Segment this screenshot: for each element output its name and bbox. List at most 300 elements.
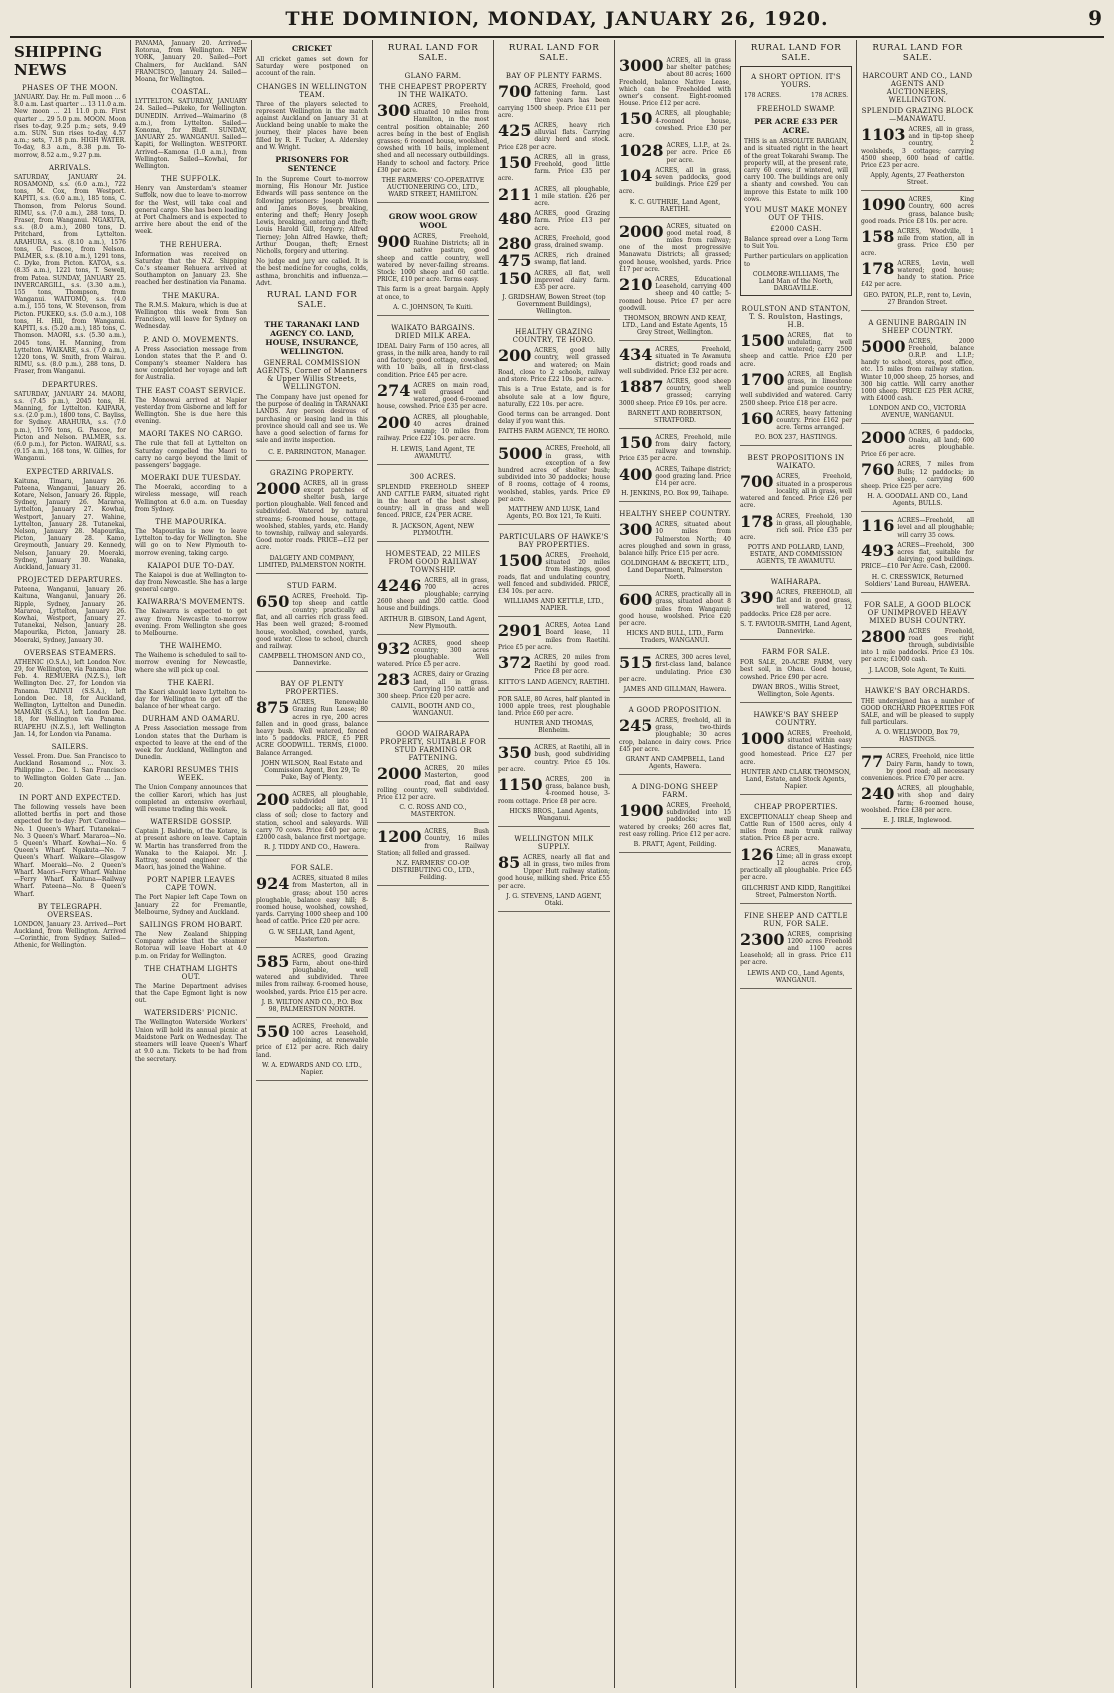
ad-signature: B. PRATT, Agent, Feilding. (633, 841, 717, 849)
section-text: All cricket games set down for Saturday were postponed on account of the rain. (256, 56, 368, 78)
ad-text: THE undersigned has a number of GOOD ORCHARD PROPERTIES FOR SALE, and will be pleased to supply full particulars. (861, 697, 974, 727)
ad-title: GOOD WAIRARAPA PROPERTY, SUITABLE FOR STUD FARMING OR FATTENING. (380, 730, 486, 763)
advertisement (377, 467, 489, 542)
acreage-number: 434 (619, 345, 653, 365)
ad-text: ACRES, Freehold. Tip-top sheep and cattle country; practically all flat, and all carries rich grass feed. Has been well grazed; 8-roomed house, woolshed, cowshed, yards, good water. Close to school, church and railway. (256, 592, 368, 650)
advertisement (740, 705, 852, 795)
ad-title: FOR SALE, A GOOD BLOCK OF UNIMPROVED HEAVY MIXED BUSH COUNTRY. (863, 600, 972, 625)
ad-text: ACRES, all in grass, seven paddocks, good buildings. Price £29 per acre. (619, 166, 731, 196)
acreage-number: 1090 (861, 195, 906, 215)
advertisement (861, 681, 974, 749)
ad-signature: LONDON AND CO., VICTORIA AVENUE, WANGANUI. (869, 405, 966, 420)
section-title: COASTAL. (171, 88, 211, 97)
advertisement (498, 619, 610, 690)
ad-text: ACRES, all ploughable, subdivided into 11 paddocks; all flat, good class of soil; close to factory and station, school and saleyards. Will carry 70 cows. Price £40 per acre; £2000 cash, balance first mortgage. (256, 790, 368, 841)
ad-title: WELLINGTON MILK SUPPLY. (514, 834, 594, 851)
section-title: EXPECTED ARRIVALS. (26, 467, 114, 476)
advertisement (861, 595, 974, 679)
section-title: KAIWARRA'S MOVEMENTS. (136, 598, 246, 607)
ad-text: ACRES, Manawatu, Lime; all in grass except 12 acres crop, practically all ploughable. Price £45 per acre. (740, 845, 852, 882)
ad-text: ACRES, heavy fattening country. Price £162 per acre. Terms arranged. (776, 409, 852, 432)
section-title: CHANGES IN WELLINGTON TEAM. (256, 82, 368, 99)
acreage-number: 300 (619, 520, 653, 540)
acreage-number: 240 (861, 784, 895, 804)
ad-title: 300 ACRES. (409, 472, 457, 481)
section-text: ATHENIC (O.S.A.), left London Nov. 29, for Wellington, via Panama. Due Feb. 4. REMUERA (N.Z.S.), left Wellington Dec. 27, for London via Panama. TAINUI (S.S.A.), left London Dec. 18, for Auckland, Wellington, Lyttelton and Dunedin. MAMARI (S.S.A.), left London Dec. 18, for Wellington via Panama. RUAPEHU (N.Z.S.), left Wellington Jan. 14, for London via Panama. (14, 658, 126, 738)
ad-text: ACRES, situated on good metal road, 8 miles from railway; one of the most progressive Manawatu Districts; all grassed; good house, woolshed, yards. Price £17 per acre. (619, 222, 731, 273)
advertisement (619, 777, 731, 853)
section-text: The R.M.S. Makura, which is due at Wellington this week from San Francisco, will leave for Sydney on Wednesday. (135, 301, 247, 331)
ad-text: EXCEPTIONALLY cheap Sheep and Cattle Run of 1500 acres, only 4 miles from main trunk railway station. Price £8 per acre. (740, 813, 852, 843)
acreage-number: 350 (498, 743, 532, 763)
ad-text: ACRES, Freehold, all in grass, with exception of a few hundred acres of shelter bush; subdivided into 30 paddocks; house of 8 rooms, cottage of 4 rooms, woolshed, stables, yards. Price £9 per acre. (498, 445, 610, 503)
ad-text: ACRES on main road, well grassed and watered, good 6-roomed house, cowshed. Price £35 per acre. (377, 381, 489, 411)
section-text: The Kaeri should leave Lyttelton to-day for Wellington to get off the balance of her wheat cargo. (135, 688, 247, 711)
ad-subheading: SPLENDID GRAZING BLOCK—MANAWATU. (861, 107, 974, 123)
ad-signature: GOLDINGHAM & BECKETT, LTD., Land Department, Palmerston North. (620, 560, 730, 582)
ad-subheading: THE CHEAPEST PROPERTY IN THE WAIKATO. (379, 83, 487, 99)
ad-text: FOR SALE, 80 Acres, half planted in 1000 apple trees, rest ploughable land. Price £60 per acre. (498, 695, 610, 717)
acreage-number: 550 (256, 1021, 290, 1041)
ad-signature: S. T. FAVIOUR-SMITH, Land Agent, Dannevirke. (740, 621, 852, 636)
section-title: OVERSEAS STEAMERS. (23, 648, 117, 657)
ad-text: ACRES, all ploughable, 40 acres drained swamp; 10 miles from railway. Price £22 10s. per acre. (377, 413, 489, 443)
ad-title: HAWKE'S BAY ORCHARDS. (864, 686, 971, 695)
ad-text: ACRES, 2000 Freehold, balance O.R.P. and L.I.P.; handy to school, stores, post office, etc. 15 miles from railway station. Winter 10,000 sheep, 25 horses, and 300 big cattle. Will carry another 1000 sheep. PRICE £25 PER ACRE, with £4000 cash. (861, 337, 974, 403)
ad-signature: BARNETT AND ROBERTSON, STRATFORD. (627, 409, 723, 424)
ad-text: ACRES, all in grass, and in tip-top sheep country, 2 woolsheds, 3 cottages; carrying 4500 sheep, 600 head of cattle. Price £23 per acre. (861, 126, 974, 170)
section-title: BY TELEGRAPH. OVERSEAS. (37, 902, 103, 919)
acreage-number: 116 (861, 516, 895, 536)
advertisement (619, 504, 731, 586)
ad-title: GLANO FARM. (404, 72, 462, 80)
section-title: DEPARTURES. (41, 380, 98, 389)
acreage-number: 178 (861, 258, 895, 278)
ad-title: FOR SALE. (290, 864, 334, 873)
acreage-number: 700 (740, 472, 774, 492)
ad-text: ACRES, Freehold, situated in Te Awamutu district; good roads and well subdivided. Price £32 per acre. (619, 346, 731, 375)
ad-signature: HUNTER AND THOMAS, Blenheim. (514, 720, 594, 735)
ad-signature: KITTO'S LAND AGENCY, RAETIHI. (498, 678, 610, 686)
ad-text: ACRES, 200 in grass, balance bush, 4-roomed house, 3-room cottage. Price £8 per acre. (498, 776, 610, 805)
ad-text: ACRES, Freehold, situated 20 miles from Hastings, good roads, flat and undulating country, well fenced and subdivided. PRICE, £34 10s. per acre. (498, 551, 610, 595)
ad-title: HAWKE'S BAY SHEEP COUNTRY. (753, 710, 839, 727)
ad-text: ACRES, good Grazing Farm, about one-third ploughable, well watered and subdivided. Three miles from railway. 6-roomed house, woolshed, yards. Price £15 per acre. (256, 952, 368, 996)
acreage-number: 493 (861, 540, 895, 560)
acreage-number: 126 (740, 844, 774, 864)
advertisement (740, 66, 852, 296)
ad-title: A SHORT OPTION. IT'S YOURS. (751, 73, 841, 89)
acreage-number: 1150 (498, 775, 543, 794)
section-text: The Moeraki, according to a wireless message, will reach Wellington at 6.0 a.m. on Tuesday from Sydney. (135, 484, 247, 513)
acreage-number: 1887 (619, 376, 664, 396)
ad-text: ACRES, freehold, all in grass, two-thirds ploughable; 30 acres crop, balance in dairy cows. Price £45 per acre. (619, 716, 731, 753)
ad-subheading: GENERAL COMMISSION AGENTS, Corner of Manners & Upper Willis Streets, WELLINGTON. (256, 359, 368, 392)
advertisement (256, 576, 368, 673)
section-title: PORT NAPIER LEAVES CAPE TOWN. (146, 876, 236, 893)
column-rural-land (494, 40, 615, 1688)
advertisement (377, 318, 489, 465)
columns (10, 40, 1104, 1688)
section-text: The Kaiwarra is expected to get away from Newcastle to-morrow evening. From Wellington she goes to Melbourne. (135, 608, 247, 637)
ad-text: ACRES, Levin, well watered; good house; handy to station. Price £42 per acre. (861, 259, 974, 289)
section-text: Pateena, Wanganui, January 26. Kaituna, Wanganui, January 26. Ripple, Sydney, January 26. Mararoa, Lyttelton, January 26. Kowhai, Westport, January 27. Tutanekai, Nelson, January 28. Mapourika, Picton, January 28. Moeraki, Sydney, January 30. (14, 586, 126, 644)
ad-text: SPLENDID FREEHOLD SHEEP AND CATTLE FARM, situated right in the heart of the best sheep country; all in grass and well fenced. PRICE, £24 PER ACRE. (377, 483, 489, 520)
ad-title: WAIHARAPA. (770, 578, 822, 587)
acreage-number: 875 (256, 698, 290, 718)
acreage-number: 4246 (377, 575, 422, 595)
ad-subheading: £2000 CASH. (770, 225, 822, 234)
acreage-number: 1200 (377, 827, 422, 847)
column-cricket-and-land (252, 40, 373, 1688)
section-text: The New Zealand Shipping Company advise that the steamer Rotorua will leave Hobart at 4.0 p.m. on Friday for Wellington. (135, 931, 247, 960)
section-text: The Mapourika is now to leave Lyttelton to-day for Wellington. She will go on to New Plymouth to-morrow evening, taking cargo. (135, 527, 247, 557)
ad-title: STUD FARM. (286, 581, 338, 590)
masthead-title: THE DOMINION, MONDAY, JANUARY 26, 1920. (285, 8, 829, 30)
ad-text: ACRES, 7 miles from Bulls; 12 paddocks; in sheep, carrying 600 sheep. Price £25 per acre. (861, 461, 974, 490)
ad-signature: A. C. JOHNSON, Te Kuiti. (393, 303, 473, 311)
advertisement-text: No judge and jury are called. It is the best medicine for coughs, colds, asthma, bronchitis and influenza.—Advt. (256, 258, 368, 287)
acreage-number: 475 (498, 251, 532, 271)
ad-signature: Apply, Agents, 27 Featherston Street. (870, 172, 965, 187)
advertisement (256, 1020, 368, 1081)
ad-signature: J. B. WILTON AND CO., P.O. Box 98, PALMERSTON NORTH. (261, 998, 363, 1013)
ad-text: ACRES, FREEHOLD, all flat and in good grass, well watered, 12 paddocks. Price £28 per acre. (740, 589, 852, 618)
ad-text: ACRES, all English grass, in limestone and pumice country; well subdivided and watered. Carry 2500 sheep. Price £18 per acre. (740, 370, 852, 407)
ad-text: ACRES, all ploughable; 4-roomed house, cowshed. Price £30 per acre. (619, 110, 731, 140)
section-text: SATURDAY, JANUARY 24. MAORI, s.s. (7.45 p.m.), 2045 tons, H. Manning, for Lyttelton. KAIPARA, s.s. (2.0 p.m.), 1800 tons, C. Bayliss, for Sydney. ARAHURA, s.s. (7.0 p.m.), 1576 tons, G. Pascoe, for Picton and Nelson. PALMER, s.s. (6.0 p.m.), for Picton. WAIRAU, s.s. (9.15 a.m.), 168 tons, W. Gillies, for Wanganui. (14, 390, 126, 463)
section-text: A Press Association message from London states that the P. and O. Company's steamer Naldera has now completed her voyage and left for Australia. (135, 345, 247, 382)
acreage-number: 3000 (619, 56, 664, 75)
acreage-number: 760 (861, 460, 895, 480)
section-text: The Port Napier left Cape Town on January 22 for Fremantle, Melbourne, Sydney and Auckland. (135, 894, 247, 916)
section-text: A Press Association message from London states that the Durham is expected to leave at the end of the week for Auckland, Wellington and Dunedin. (135, 725, 247, 762)
acreage-number: 1000 (740, 728, 785, 748)
ad-signature: C. C. ROSS AND CO., MASTERTON. (399, 804, 467, 819)
ad-title: A DING-DONG SHEEP FARM. (631, 783, 719, 799)
advertisement (256, 674, 368, 786)
ad-title: A GENUINE BARGAIN IN SHEEP COUNTRY. (868, 318, 967, 335)
advertisement (619, 651, 731, 698)
section-text: The Marine Department advises that the Cape Egmont light is now out. (135, 982, 247, 1005)
advertisement (861, 66, 974, 191)
acres-left: 178 ACRES. (744, 92, 781, 99)
section-text: Vessel. From. Due. San Francisco to Auckland Rosamond ... Nov. 3. Philippine ... Dec. 1. San Francisco to Wellington Golden Gate ... Jan. 20. (14, 753, 126, 789)
ad-text: THIS is an ABSOLUTE BARGAIN, and is situated right in the heart of the great Tokarahi Swamp. The property will, at the present rate, carry 60 cows; if wintered, will carry 100. The buildings are only a shanty and cowshed. You can improve this Estate to milk 100 cows. (744, 138, 848, 203)
column-rural-land (615, 40, 736, 1688)
ad-text: ACRES, Freehold, situated within easy distance of Hastings; good homestead. Price £27 per acre. (740, 729, 852, 766)
ad-text: ACRES, good sheep country, well grassed; carrying 3000 sheep. Price £9 10s. per acre. (619, 377, 731, 407)
ad-text: ACRES, Freehold, and 100 acres Leasehold, adjoining, at renewable price of £12 per acre. Rich dairy land. (256, 1022, 368, 1059)
ad-text: ACRES, all in grass, Freehold, good little farm. Price £35 per acre. (498, 153, 610, 183)
advertisement (377, 825, 489, 886)
rural-land-heading: RURAL LAND FOR SALE. (508, 43, 600, 63)
price-per-acre: PER ACRE £33 PER ACRE. (754, 117, 838, 136)
acreage-number: 5000 (861, 336, 906, 356)
ad-signature: W. A. EDWARDS AND CO. LTD., Napier. (261, 1061, 363, 1076)
ad-signature: JOHN WILSON, Real Estate and Commission Agent, Box 29, Te Puke, Bay of Plenty. (261, 759, 363, 781)
ad-text: ACRES, Educational Leasehold, carrying 400 sheep and 40 cattle; 5-roomed house. Price £7 per acre goodwill. (619, 276, 731, 312)
cricket-heading: CRICKET (292, 44, 332, 53)
ad-signature: J. G. STEVENS, LAND AGENT, Otaki. (506, 892, 602, 907)
ad-signature: J. GRIDSHAW, Bowen Street (top Government Buildings), Wellington. (502, 294, 606, 316)
section-text: The Union Company announces that the collier Karori, which has just completed an extensive overhaul, will resume trading this week. (135, 784, 247, 814)
ad-note: This is a True Estate, and is for absolute sale at a low figure, naturally, £22 10s. per acre. (498, 386, 610, 408)
ad-text: ACRES, all ploughable, 1 mile station. £26 per acre. (534, 185, 610, 208)
section-text: Kaituna, Timaru, January 26. Pateena, Wanganui, January 26. Kotare, Nelson, January 26. Ripple, Sydney, January 26. Mararoa, Lyttelton, January 27. Kowhai, Westport, January 27. Wahine, Lyttelton, January 28. Tutanekai, Nelson, January 28. Mapourika, Picton, January 28. Kamo, Greymouth, January 29. Kennedy, Nelson, January 29. Moeraki, Sydney, January 30. Wanaka, Auckland, January 31. (14, 477, 126, 571)
acreage-number: 150 (498, 268, 532, 288)
section-title: KAIAPOI DUE TO-DAY. (147, 561, 235, 570)
advertisement (861, 426, 974, 512)
advertisement (619, 54, 731, 218)
section-title: PHASES OF THE MOON. (22, 84, 118, 92)
section-title: ARRIVALS. (48, 163, 92, 172)
ad-signature: JAMES AND GILLMAN, Hawera. (623, 685, 727, 693)
advertisement (740, 642, 852, 703)
acreage-number: 104 (619, 165, 653, 185)
section-title: THE MAPOURIKA. (155, 517, 227, 526)
ad-text: ACRES, practically all in grass, situated about 8 miles from Wanganui; good house, woolshed. Price £20 per acre. (619, 591, 731, 627)
section-title: P. AND O. MOVEMENTS. (143, 335, 239, 344)
acreage-number: 372 (498, 652, 532, 672)
advertisement (256, 313, 368, 460)
acreage-number: 390 (740, 588, 774, 608)
ad-signature: G. W. SELLAR, Land Agent, Masterton. (268, 928, 356, 943)
ad-text: ACRES, Woodville, 1 mile from station, all in grass. Price £50 per acre. (861, 228, 974, 257)
ad-text: ACRES, Aotea Land Board lease, 11 miles from Raetihi. Price £5 per acre. (498, 622, 610, 651)
ad-text: ACRES Freehold, road goes right through, subdivisible into 1 mile paddocks. Price £3 10s. per acre; £1000 cash. (861, 627, 974, 664)
ad-text: ACRES, nearly all flat and all in grass, two miles from Upper Hutt railway station; good house, milking shed. Price £55 per acre. (498, 853, 610, 890)
advertisement (861, 750, 974, 829)
advertisement (740, 299, 852, 447)
advertisement (619, 431, 731, 502)
ad-text: ACRES, Freehold, situated 10 miles from Hamilton, in the most central position obtainable; 260 acres being in the best of English grasses; 6 roomed house, woolshed, cowshed with 10 bails, implement shed and all necessary outbuildings. Handy to school and factory. Price £30 per acre. (377, 102, 489, 174)
rural-land-heading: RURAL LAND FOR SALE. (266, 290, 358, 311)
ad-title: BAY OF PLENTY PROPERTIES. (280, 680, 344, 697)
section-text: The Wellington Waterside Workers' Union will hold its annual picnic at Maidstone Park on Wednesday. The steamers will leave Queen's Wharf at 9.0 a.m. Tickets to be had from the secretary. (135, 1019, 247, 1063)
ad-signature: THE FARMERS' CO-OPERATIVE AUCTIONEERING CO., LTD., WARD STREET, HAMILTON. (381, 177, 485, 199)
ad-text: ACRES, good Grazing farm. Price £13 per acre. (534, 210, 610, 232)
section-title: KARORI RESUMES THIS WEEK. (143, 766, 239, 783)
column-spacer (619, 40, 731, 54)
ad-signature: N.Z. FARMERS' CO-OP. DISTRIBUTING CO., LTD., Feilding. (391, 859, 475, 881)
ad-signature: HICKS BROS., Land Agents, Wanganui. (509, 807, 599, 822)
advertisement (256, 950, 368, 1018)
ad-signature: MATTHEW AND LUSK, Land Agents, P.O. Box 121, Te Kuiti. (506, 505, 602, 520)
acreage-number: 160 (740, 408, 774, 428)
ad-title: HEALTHY GRAZING COUNTRY, TE HORO. (512, 328, 596, 345)
acreage-number: 2800 (861, 626, 906, 646)
ad-text: ACRES, Freehold, mile from dairy factory, railway and township. Price £35 per acre. (619, 433, 731, 463)
ad-signature: R. JACKSON, Agent, NEW PLYMOUTH. (392, 522, 474, 537)
section-title: SAILERS. (51, 743, 89, 752)
acreage-number: 158 (861, 227, 895, 247)
ad-text: ACRES, Freehold, good fattening farm. Last three years has been carrying 1500 sheep. Price £11 per acre. (498, 83, 610, 119)
shipping-news-heading: SHIPPING NEWS (14, 43, 103, 79)
ad-text: ACRES, 300 acres level, first-class land, balance undulating. Price £30 per acre. (619, 654, 731, 683)
advertisement (377, 66, 489, 203)
ad-title: HOMESTEAD, 22 MILES FROM GOOD RAILWAY TOWNSHIP. (385, 549, 481, 574)
ad-signature: DWAN BROS., Willis Street, Wellington, Sole Agents. (752, 683, 840, 698)
ad-signature: LEWIS AND CO., Land Agents, WANGANUI. (747, 969, 845, 984)
column-rural-land (736, 40, 857, 1688)
section-title: SAILINGS FROM HOBART. (139, 921, 243, 930)
ad-text: ACRES, 20 miles Masterton, good road, flat and easy rolling country, well subdivided. Price £12 per acre. (377, 765, 489, 801)
section-title: THE REHUERA. (160, 240, 222, 249)
ad-title: HEALTHY SHEEP COUNTRY. (619, 510, 731, 519)
advertisement (377, 205, 489, 316)
ad-text: ACRES, L.I.P., at 2s. per acre. Price £6 per acre. (666, 142, 731, 164)
advertisement (498, 442, 610, 525)
section-title: PROJECTED DEPARTURES. (17, 576, 123, 585)
ad-title: HARCOURT AND CO., LAND AGENTS AND AUCTIONEERS, WELLINGTON. (862, 72, 973, 104)
ad-signature: HICKS AND BULL, LTD., Farm Traders, WANGANUI. (626, 630, 724, 645)
ad-title: FARM FOR SALE. (761, 648, 831, 657)
section-text: PANAMA, January 20. Arrived—Rotorua, from Wellington. NEW YORK, January 20. Sailed—Port Chalmers, for Auckland. SAN FRANCISCO, January 24. Sailed—Moana, for Wellington. (135, 40, 247, 84)
ad-text: ACRES, heavy rich alluvial flats. Carrying dairy herd and stock. Price £28 per acre. (498, 122, 610, 151)
ad-signature: H. A. GOODALL AND CO., Land Agents, BULLS. (867, 493, 968, 508)
ad-text: IDEAL Dairy Farm of 150 acres, all grass, in the milk area, handy to rail and factory; good cottage, cowshed, with 10 bails, all in first-class condition. Price £45 per acre. (377, 342, 489, 379)
section-title: IN PORT AND EXPECTED. (19, 794, 121, 803)
advertisement (256, 788, 368, 856)
column-shipping-news (10, 40, 131, 1688)
ad-text: Further particulars on application to (744, 253, 848, 268)
ad-signature: POTTS AND POLLARD, LAND, ESTATE, AND COMMISSION AGENTS, TE AWAMUTU. (747, 544, 845, 566)
rural-land-heading: RURAL LAND FOR SALE. (387, 43, 479, 63)
advertisement (256, 858, 368, 947)
ad-signature: R. J. TIDDY AND CO., Hawera. (264, 844, 360, 852)
acreage-number: 932 (377, 638, 411, 658)
ad-note: This farm is a great bargain. Apply at once, to (377, 286, 489, 301)
ad-title: WAIKATO BARGAINS. DRIED MILK AREA. (391, 323, 475, 340)
advertisement (619, 700, 731, 775)
advertisement (740, 906, 852, 989)
advertisement (498, 741, 610, 827)
advertisement (498, 322, 610, 440)
acreage-number: 200 (377, 412, 411, 432)
ad-text: ACRES, all in grass except patches of shelter bush, large portion ploughable. Well fenced and subdivided. Watered by natural streams; 6-roomed house, cottage, woolshed, stables, yards, etc. Handy to township, railway and saleyards. Good motor roads. PRICE—£12 per acre. (256, 479, 368, 552)
acres-right: 178 ACRES. (811, 92, 848, 99)
acreage-number: 77 (861, 752, 884, 772)
ad-text: The Company have just opened for the purpose of dealing in TARANAKI LANDS. Any person desirous of purchasing or leasing land in this province should call and see us. We have a good selection of farms for sale and invite inspection. (256, 394, 368, 445)
ad-text: ACRES, all flat, well improved dairy farm. £35 per acre. (534, 269, 610, 292)
acreage-number: 600 (619, 590, 653, 610)
acreage-number: 274 (377, 380, 411, 400)
ad-text: Balance spread over a Long Term to Suit You. (744, 236, 848, 251)
ad-note: Good terms can be arranged. Dont delay if you want this. (498, 410, 610, 426)
advertisement (498, 527, 610, 617)
section-text: The following vessels have been allotted berths in port and those expected for to-day: Port Caroline—No. 1 Queen's Wharf. Tutanekai—No. 3 Queen's Wharf. Mararoa—No. 5 Queen's Wharf. Kowhai—No. 6 Queen's Wharf. Ngakuta—No. 7 Queen's Wharf. Waikare—Glasgow Wharf. Moeraki—No. 2 Queen's Wharf. Maori—Ferry Wharf. Wahine—Ferry Wharf. Kaituna—Railway Wharf. Pateena—No. 8 Queen's Wharf. (14, 804, 126, 898)
ad-title: GRAZING PROPERTY. (270, 468, 354, 477)
ad-text: ACRES, good sheep country; 300 acres ploughable. Well watered. Price £5 per acre. (377, 639, 489, 669)
acres-row (744, 92, 848, 102)
acreage-number: 2300 (740, 929, 785, 949)
ad-text: ACRES, at Raetihi, all in bush, good subdividing country. Price £5 10s. per acre. (498, 744, 610, 773)
prisoners-heading: PRISONERS FOR SENTENCE (275, 155, 349, 174)
ad-text: ACRES, comprising 1200 acres Freehold and 1100 acres Leasehold; all in grass. Price £11 per acre. (740, 930, 852, 967)
ad-heading: GROW WOOL GROW WOOL (388, 212, 478, 231)
ad-text: ACRES, dairy or Grazing land, all in grass. Carrying 150 cattle and 300 sheep. Price £20 per acre. (377, 671, 489, 700)
ad-text: ACRES, Freehold, good grass, drained swamp. (534, 234, 610, 250)
column-shipping-continued (131, 40, 252, 1688)
ad-title: CHEAP PROPERTIES. (754, 802, 838, 811)
section-text: Henry van Amsterdam's steamer Suffolk, now due to leave to-morrow for the West, will take coal and general cargo. She has been loading at Port Chalmers and is expected to arrive here about the end of the week. (135, 185, 247, 236)
ad-signature: H. C. CRESSWICK, Returned Soldiers' Land Bureau, HAWERA. (864, 573, 971, 588)
ad-signature: C. E. PARRINGTON, Manager. (268, 447, 366, 456)
section-text: SATURDAY, JANUARY 24. ROSAMOND, s.s. (6.0 a.m.), 722 tons, M. Cox, from Westport. KAPITI, s.s. (6.0 a.m.), 185 tons, C. Thomson, from Pelorus Sound. RIMU, s.s. (7.0 a.m.), 288 tons, D. Fraser, from Wanganui. NGAKUTA, s.s. (8.0 a.m.), 2080 tons, D. Pritchard, from Lyttelton. ARAHURA, s.s. (8.10 a.m.), 1576 tons, G. Pascoe, from Nelson. PALMER, s.s. (8.10 a.m.), 1291 tons, C. Dyke, from Picton. KATOA, s.s. (8.35 a.m.), 1221 tons, T. Sewell, from Patea. SUNDAY, JANUARY 25. INVERCARGILL, s.s. (3.30 a.m.), 155 tons, Thompson, from Wanganui. WAITOMO, s.s. (4.0 a.m.), 155 tons, W. Stevenson, from Picton. PUKEKO, s.s. (5.0 a.m.), 108 tons, H. Hill, from Wanganui. KAPITI, s.s. (5.20 a.m.), 185 tons, C. Thomson. MAORI, s.s. (5.30 a.m.), 2045 tons, H. Manning, from Lyttelton. WAIKARE, s.s. (7.0 a.m.), 1220 tons, W. Smith, from Wairau. RIMU, s.s. (8.0 p.m.), 288 tons, D. Fraser, from Wanganui. (14, 173, 126, 376)
ad-text: ACRES, Renewable Grazing Run Lease; 80 acres in rye, 200 acres fallen and in good grass, balance heavy bush. Well watered, fenced into 5 paddocks. PRICE, £5 PER ACRE GOODWILL. TERMS, £1000. Balance Arranged. (256, 699, 368, 757)
ad-text: ACRES, all in grass bar shelter patches; about 80 acres; 1600 Freehold, balance Native Lease, which can be Freeholded with owner's consent. Eight-roomed House. Price £12 per acre. (619, 57, 731, 108)
ad-signature: CALVIL, BOOTH AND CO., WANGANUI. (390, 703, 476, 718)
acreage-number: 211 (498, 184, 532, 204)
advertisement (377, 724, 489, 823)
advertisement (498, 66, 610, 320)
advertisement (740, 448, 852, 570)
section-text: LYTTELTON. SATURDAY, JANUARY 24. Sailed—Pukeko, for Wellington. DUNEDIN. Arrived—Waimarino (8 a.m.), from Lyttelton. Sailed—Konoma, for Bluff. SUNDAY, JANUARY 25. WANGANUI. Sailed—Kapiti, for Wellington. WESTPORT. Arrived—Kamona (1.0 a.m.), from Wellington. Sailed—Kowhai, for Wellington. (135, 98, 247, 171)
section-title: WATERSIDE GOSSIP. (150, 818, 232, 827)
ad-text: ACRES, 6 paddocks, Onaku, all land; 600 acres ploughable. Price £6 per acre. (861, 429, 974, 459)
acreage-number: 480 (498, 209, 532, 229)
ad-signature: GRANT AND CAMPBELL, Land Agents, Hawera. (625, 756, 725, 770)
ad-title: PARTICULARS OF HAWKE'S BAY PROPERTIES. (499, 532, 609, 549)
ad-text: ACRES, 20 miles from Raetihi by good road. Price £8 per acre. (534, 653, 610, 676)
acreage-number: 924 (256, 874, 290, 894)
advertisement (498, 693, 610, 740)
ad-text: ACRES, situated 8 miles from Masterton, all in grass; about 150 acres ploughable, balance easy hill; 8-roomed house, woolshed, cowshed, yards. Carrying 1000 sheep and 100 head of cattle. Price £20 per acre. (256, 875, 368, 926)
advertisement (740, 797, 852, 904)
advertisement (498, 829, 610, 912)
ad-signature: COLMORE-WILLIAMS, The Land Man of the North, DARGAVILLE. (752, 270, 840, 292)
ad-signature: GILCHRIST AND KIDD, Rangitikei Street, Palmerston North. (741, 884, 851, 899)
section-title: THE WAIHEMO. (159, 642, 223, 651)
section-text: The Kaiapoi is due at Wellington to-day from Newcastle. She has a large general cargo. (135, 571, 247, 594)
section-text: JANUARY. Day. Hr. m. Full moon ... 6 8.0 a.m. Last quarter ... 13 11.0 a.m. New moon ... 21 11.0 p.m. First quarter ... 29 5.0 p.m. MOON. Moon rises to-day, 9.25 p.m.; sets, 9.49 a.m. SUN. Sun rises to-day, 4.57 a.m.; sets, 7.18 p.m. HIGH WATER. To-day, 8.3 a.m., 8.38 p.m. To-morrow, 8.52 a.m., 9.27 p.m. (14, 94, 126, 159)
ad-text: ACRES, Freehold, Ruahine Districts; all in native pasture, good sheep and cattle country, well watered by never-failing streams. Stock: 1000 sheep and 60 cattle. PRICE, £10 per acre. Terms easy. (377, 233, 489, 284)
acreage-number: 515 (619, 653, 653, 673)
ad-title: BAY OF PLENTY FARMS. (505, 72, 603, 80)
acreage-number: 300 (377, 101, 411, 120)
section-text: LONDON, January 23. Arrived—Port Auckland, from Wellington. Arrived—Corinthic, from Sydney. Sailed—Athenic, for Wellington. (14, 920, 126, 950)
masthead (0, 0, 1114, 34)
advertisement (619, 220, 731, 341)
acreage-number: 900 (377, 232, 411, 252)
acreage-number: 650 (256, 591, 290, 611)
acreage-number: 5000 (498, 444, 543, 464)
ad-text: ACRES, rich drained swamp, flat land. (534, 252, 610, 267)
advertisement (377, 637, 489, 723)
rural-land-heading: RURAL LAND FOR SALE. (872, 43, 963, 63)
acreage-number: 150 (619, 432, 653, 452)
column-rural-land (373, 40, 494, 1688)
acreage-number: 1500 (498, 550, 543, 570)
ad-title: BEST PROPOSITIONS IN WAIKATO. (747, 454, 845, 471)
section-text: The Monowai arrived at Napier yesterday from Gisborne and left for Wellington. She is due here this evening. (135, 396, 247, 426)
acreage-number: 1500 (740, 330, 785, 350)
ad-signature: HUNTER AND CLARK THOMSON, Land, Estate, and Stock Agents, Napier. (741, 768, 851, 790)
ad-text: ACRES, Freehold, 130 in grass, all ploughable, rich soil. Price £35 per acre. (740, 512, 852, 542)
ad-signature: FAITHS FARM AGENCY, TE HORO. (498, 428, 610, 436)
acreage-number: 2000 (377, 764, 422, 784)
section-title: MOERAKI DUE TUESDAY. (140, 474, 242, 483)
acreage-number: 1900 (619, 801, 664, 820)
ad-title: FINE SHEEP AND CATTLE RUN, FOR SALE. (744, 911, 848, 928)
column-rural-land (857, 40, 978, 1688)
ad-signature: H. LEWIS, Land Agent, TE AWAMUTU. (391, 445, 475, 460)
ad-title: A GOOD PROPOSITION. (628, 705, 722, 714)
ad-signature: J. LACOB, Sole Agent, Te Kuiti. (868, 666, 967, 674)
ad-text: ACRES, flat to undulating, well watered; carry 2500 sheep and cattle. Price £20 per acre. (740, 331, 852, 368)
acreage-number: 178 (740, 511, 774, 531)
